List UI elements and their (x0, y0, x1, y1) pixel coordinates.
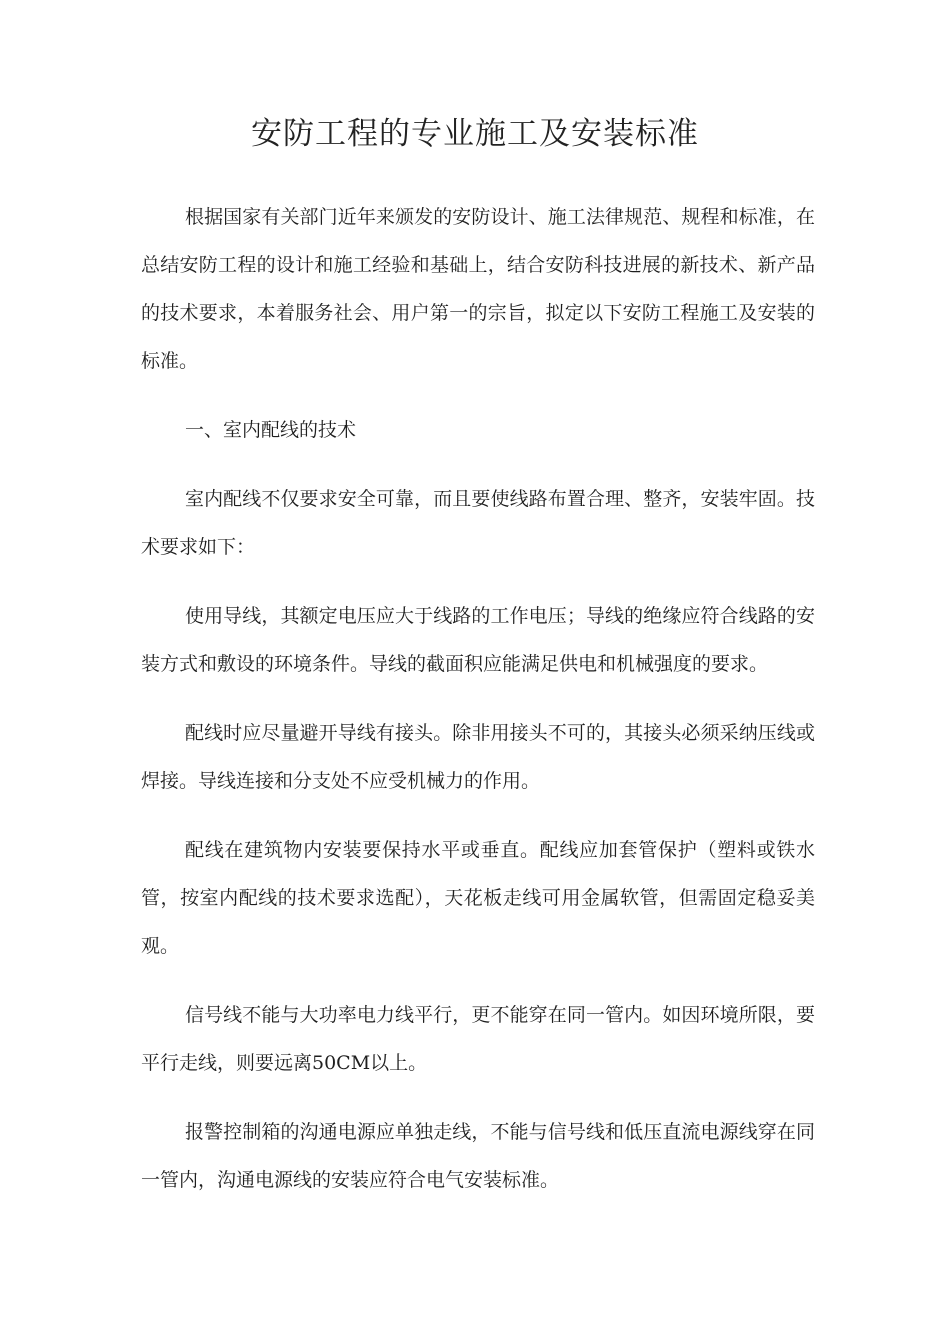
body-paragraph: 配线时应尽量避开导线有接头。除非用接头不可的，其接头必须采纳压线或焊接。导线连接和分支处不应受机械力的作用。 (141, 722, 815, 792)
intro-paragraph: 根据国家有关部门近年来颁发的安防设计、施工法律规范、规程和标准，在总结安防工程的设计和施工经验和基础上，结合安防科技进展的新技术、新产品的技术要求，本着服务社会、用户第一的宗旨，拟定以下安防工程施工及安装的标准。 (141, 206, 815, 372)
body-paragraph: 使用导线，其额定电压应大于线路的工作电压；导线的绝缘应符合线路的安装方式和敷设的环境条件。导线的截面积应能满足供电和机械强度的要求。 (141, 605, 815, 675)
body-paragraph: 信号线不能与大功率电力线平行，更不能穿在同一管内。如因环境所限，要平行走线，则要远离50CM以上。 (141, 1004, 815, 1074)
document-title: 安防工程的专业施工及安装标准 (251, 116, 699, 152)
body-paragraph: 室内配线不仅要求安全可靠，而且要使线路布置合理、整齐，安装牢固。技术要求如下： (141, 488, 815, 558)
body-paragraph: 报警控制箱的沟通电源应单独走线，不能与信号线和低压直流电源线穿在同一管内，沟通电源线的安装应符合电气安装标准。 (141, 1121, 815, 1191)
section-heading: 一、室内配线的技术 (185, 419, 357, 441)
body-paragraph: 配线在建筑物内安装要保持水平或垂直。配线应加套管保护（塑料或铁水管，按室内配线的技术要求选配），天花板走线可用金属软管，但需固定稳妥美观。 (141, 839, 815, 957)
document-body (141, 193, 815, 1225)
